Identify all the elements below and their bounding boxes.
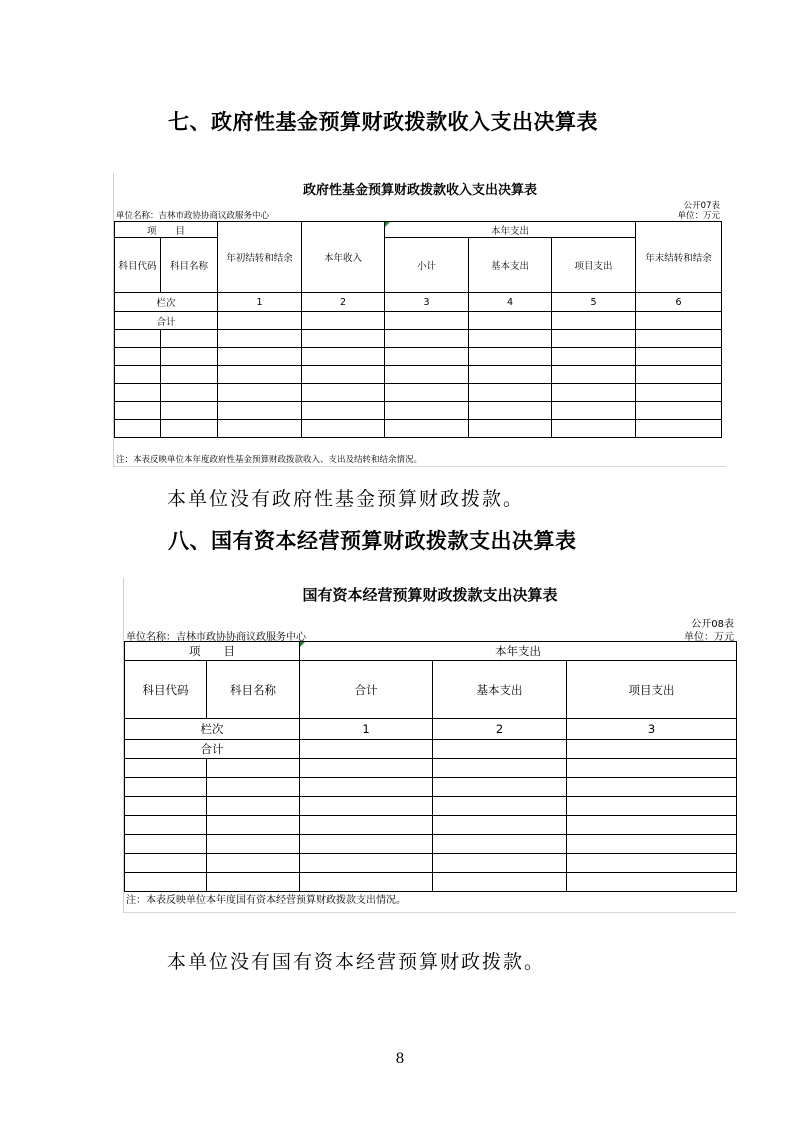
table-row (115, 420, 722, 438)
table-row (125, 778, 737, 797)
section-7-statement: 本单位没有政府性基金预算财政拨款。 (167, 488, 525, 510)
column-number: 1 (300, 719, 433, 740)
table-note: 注：本表反映单位本年度国有资本经营预算财政拨款支出情况。 (126, 895, 406, 906)
column-number: 5 (552, 293, 636, 312)
table-code: 公开08表 (691, 619, 734, 630)
unit-name: 单位名称：吉林市政协协商议政服务中心 (116, 211, 270, 221)
header-project: 项目支出 (552, 238, 636, 293)
column-number: 3 (567, 719, 737, 740)
total-label: 合计 (125, 740, 300, 759)
header-income: 本年收入 (302, 222, 385, 293)
header-subject-code: 科目代码 (115, 238, 161, 293)
section-7-heading: 七、政府性基金预算财政拨款收入支出决算表 (168, 110, 598, 134)
column-number: 1 (218, 293, 302, 312)
column-number: 6 (636, 293, 722, 312)
header-basic: 基本支出 (433, 661, 567, 719)
column-number: 2 (302, 293, 385, 312)
header-project: 项目支出 (567, 661, 737, 719)
state-capital-table-sheet (123, 578, 736, 913)
header-item: 项 目 (125, 642, 300, 661)
table-code: 公开07表 (683, 201, 720, 211)
table-title: 国有资本经营预算财政拨款支出决算表 (302, 586, 558, 604)
unit-label: 单位：万元 (684, 632, 734, 643)
column-number: 3 (385, 293, 469, 312)
header-item: 项 目 (115, 222, 218, 238)
section-8-heading: 八、国有资本经营预算财政拨款支出决算表 (168, 529, 577, 553)
table-note: 注：本表反映单位本年度政府性基金预算财政拨款收入、支出及结转和结余情况。 (116, 455, 423, 465)
government-fund-table-sheet (113, 173, 726, 467)
section-8-statement: 本单位没有国有资本经营预算财政拨款。 (167, 951, 546, 973)
header-end-balance: 年末结转和结余 (636, 222, 722, 293)
total-label: 合计 (115, 312, 218, 330)
table-row (125, 854, 737, 873)
table-row (125, 816, 737, 835)
header-basic: 基本支出 (469, 238, 552, 293)
header-total: 合计 (300, 661, 433, 719)
table-row (125, 759, 737, 778)
column-number: 2 (433, 719, 567, 740)
table-row (125, 873, 737, 892)
column-row-label: 栏次 (115, 293, 218, 312)
table-row (125, 835, 737, 854)
table-title: 政府性基金预算财政拨款收入支出决算表 (302, 183, 537, 198)
table-row (115, 366, 722, 384)
total-row (125, 740, 737, 759)
header-expenditure: 本年支出 (300, 642, 737, 661)
government-fund-table (114, 221, 722, 438)
unit-name: 单位名称：吉林市政协协商议政服务中心 (126, 632, 306, 643)
header-subtotal: 小计 (385, 238, 469, 293)
header-expenditure: 本年支出 (385, 222, 636, 238)
column-number-row (125, 719, 737, 740)
state-capital-table (124, 641, 737, 892)
table-row (115, 330, 722, 348)
unit-label: 单位：万元 (677, 211, 720, 221)
total-row (115, 312, 722, 330)
header-begin-balance: 年初结转和结余 (218, 222, 302, 293)
column-row-label: 栏次 (125, 719, 300, 740)
table-row (115, 402, 722, 420)
header-subject-name: 科目名称 (161, 238, 218, 293)
table-row (115, 384, 722, 402)
column-number-row (115, 293, 722, 312)
page-number: 8 (395, 1051, 405, 1067)
table-row (125, 797, 737, 816)
header-subject-name: 科目名称 (207, 661, 300, 719)
table-row (115, 348, 722, 366)
column-number: 4 (469, 293, 552, 312)
header-subject-code: 科目代码 (125, 661, 207, 719)
